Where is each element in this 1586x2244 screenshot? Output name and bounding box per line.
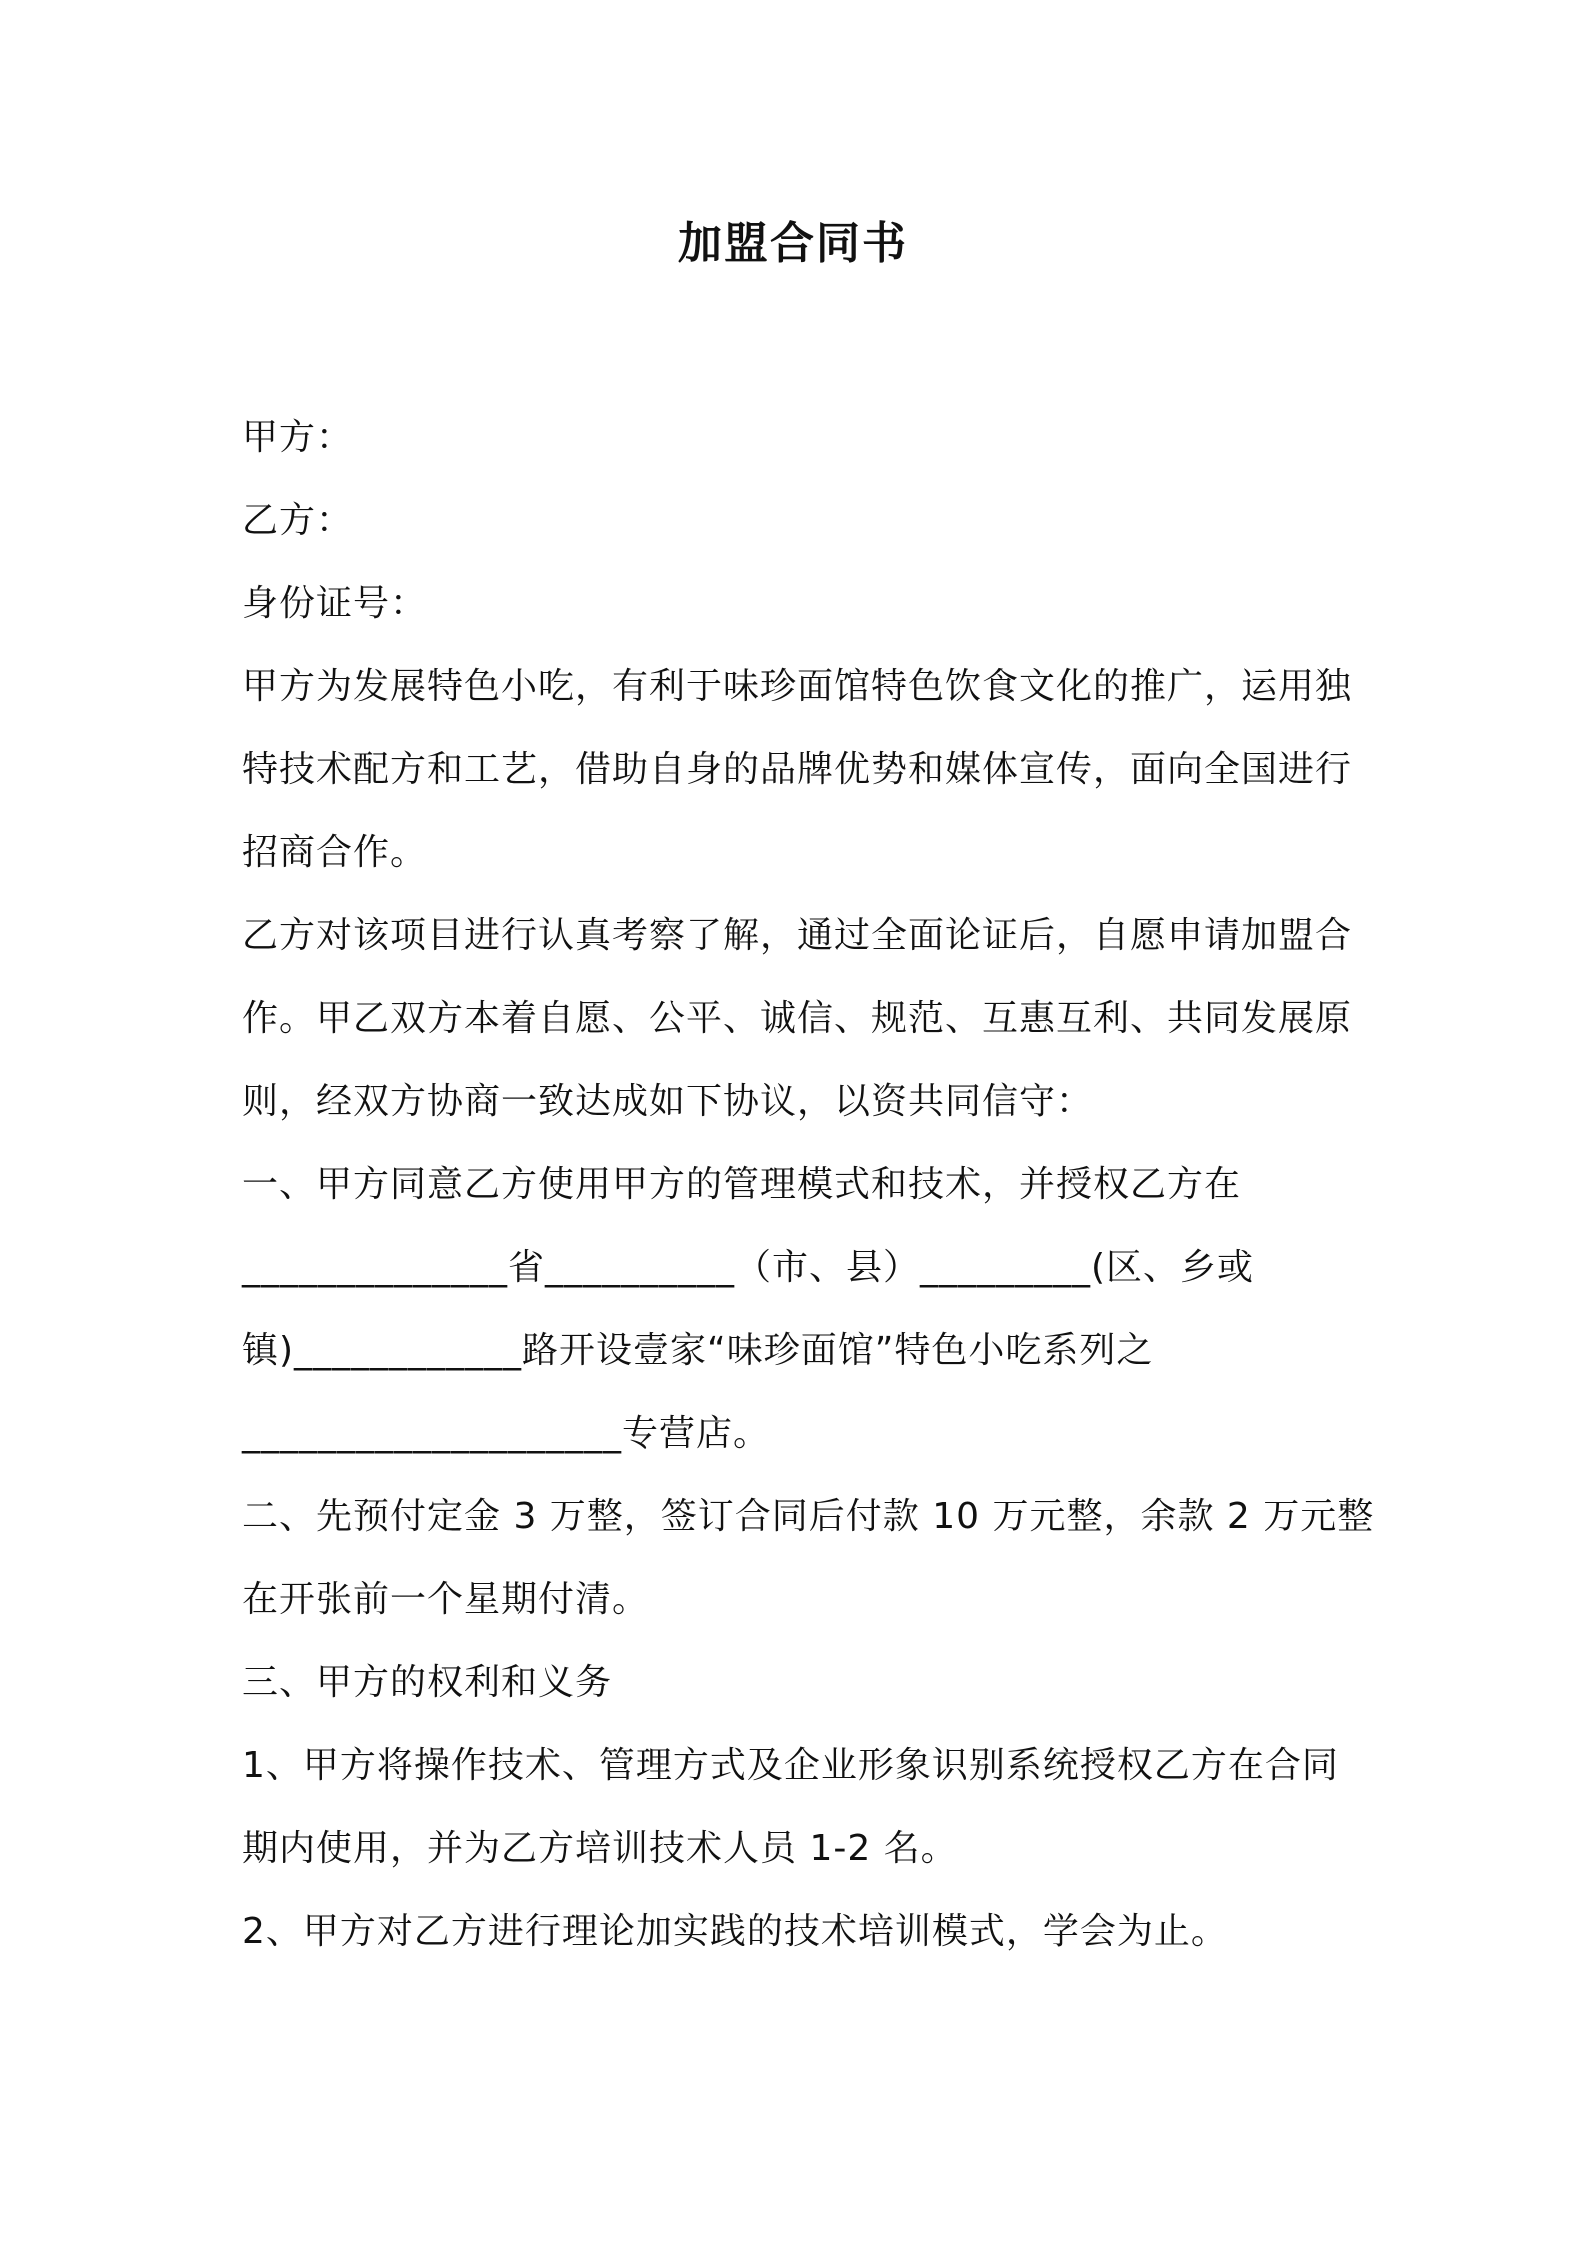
text-line: 期内使用，并为乙方培训技术人员 1-2 名。 <box>242 1828 958 1869</box>
text-line: 身份证号： <box>242 583 428 624</box>
text-line: 一、甲方同意乙方使用甲方的管理模式和技术，并授权乙方在 <box>242 1164 1242 1205</box>
text-line: 甲方为发展特色小吃，有利于味珍面馆特色饮食文化的推广，运用独 <box>242 666 1353 707</box>
text-line: 乙方： <box>242 500 354 541</box>
text-line: 则，经双方协商一致达成如下协议，以资共同信守： <box>242 1081 1094 1122</box>
text-line: 镇)____________路开设壹家“味珍面馆”特色小吃系列之 <box>242 1330 1154 1371</box>
text-line: 甲方： <box>242 417 354 458</box>
text-line: 二、先预付定金 3 万整，签订合同后付款 10 万元整，余款 2 万元整 <box>242 1496 1375 1537</box>
text-line: 2、甲方对乙方进行理论加实践的技术培训模式，学会为止。 <box>242 1911 1228 1952</box>
document-body <box>242 408 1375 1985</box>
text-line: 特技术配方和工艺，借助自身的品牌优势和媒体宣传，面向全国进行 <box>242 749 1353 790</box>
document-title: 加盟合同书 <box>678 218 908 269</box>
text-line: 乙方对该项目进行认真考察了解，通过全面论证后，自愿申请加盟合 <box>242 915 1353 956</box>
text-line: 1、甲方将操作技术、管理方式及企业形象识别系统授权乙方在合同 <box>242 1745 1339 1786</box>
text-line: 在开张前一个星期付清。 <box>242 1579 650 1620</box>
text-line: 招商合作。 <box>242 832 428 873</box>
text-line: 三、甲方的权利和义务 <box>242 1662 613 1703</box>
text-line: ____________________专营店。 <box>242 1413 771 1454</box>
text-line: ______________省__________（市、县）_________(区、乡或 <box>242 1247 1255 1288</box>
text-line: 作。甲乙双方本着自愿、公平、诚信、规范、互惠互利、共同发展原 <box>242 998 1353 1039</box>
